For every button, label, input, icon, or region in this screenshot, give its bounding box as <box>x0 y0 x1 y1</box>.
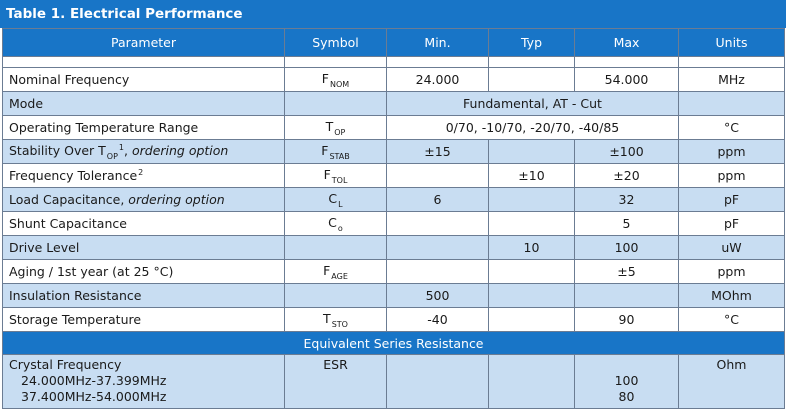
param-separator: , <box>124 142 132 158</box>
param-text: Frequency Tolerance <box>9 168 138 183</box>
row-frequency-tolerance <box>3 164 785 188</box>
symbol-text: C <box>328 190 338 206</box>
symbol-cell <box>285 212 387 236</box>
min-cell: 6 <box>387 188 489 212</box>
param-cell: Storage Temperature <box>3 308 285 332</box>
units-cell: ppm <box>679 164 785 188</box>
units-cell: MHz <box>679 68 785 92</box>
param-cell <box>3 355 285 409</box>
param-cell: Mode <box>3 92 285 116</box>
units-cell: Ohm <box>679 355 785 409</box>
symbol-cell <box>285 188 387 212</box>
symbol-subscript: L <box>338 199 343 209</box>
max-cell: 54.000 <box>575 68 679 92</box>
symbol-subscript: TOL <box>331 175 348 185</box>
typ-cell: ±10 <box>489 164 575 188</box>
param-cell <box>3 164 285 188</box>
header-row <box>3 29 785 57</box>
symbol-text: F <box>323 262 331 278</box>
param-cell: Aging / 1st year (at 25 °C) <box>3 260 285 284</box>
electrical-performance-table <box>2 28 785 409</box>
max-cell: ±100 <box>575 140 679 164</box>
row-crystal-frequency <box>3 355 785 409</box>
value-cell: 0/70, -10/70, -20/70, -40/85 <box>387 116 679 140</box>
param-cell <box>3 140 285 164</box>
units-cell: ppm <box>679 140 785 164</box>
typ-cell: 10 <box>489 236 575 260</box>
units-cell: uW <box>679 236 785 260</box>
units-cell: ppm <box>679 260 785 284</box>
param-cell: Nominal Frequency <box>3 68 285 92</box>
param-cell: Operating Temperature Range <box>3 116 285 140</box>
min-cell: -40 <box>387 308 489 332</box>
min-cell <box>387 236 489 260</box>
symbol-text: T <box>323 310 331 326</box>
row-insulation-resistance <box>3 284 785 308</box>
param-text: Stability Over T <box>9 142 106 158</box>
max-cell: 100 <box>575 236 679 260</box>
esr-max-1: 100 <box>614 373 639 388</box>
symbol-cell <box>285 260 387 284</box>
min-cell <box>387 164 489 188</box>
symbol-text: F <box>321 70 329 86</box>
typ-cell <box>489 284 575 308</box>
param-cell <box>3 188 285 212</box>
symbol-subscript: STO <box>331 319 348 329</box>
footnote-marker: 1 <box>118 142 125 152</box>
symbol-cell <box>285 284 387 308</box>
max-cell <box>575 355 679 409</box>
value-cell: Fundamental, AT - Cut <box>387 92 679 116</box>
esr-max-2: 80 <box>618 389 635 404</box>
max-cell: 32 <box>575 188 679 212</box>
param-cell: Drive Level <box>3 236 285 260</box>
esr-header: Equivalent Series Resistance <box>3 332 785 355</box>
param-text: Load Capacitance <box>9 192 121 207</box>
symbol-cell <box>285 308 387 332</box>
symbol-cell <box>285 116 387 140</box>
typ-cell <box>489 355 575 409</box>
typ-cell <box>489 212 575 236</box>
ordering-option-note: ordering option <box>131 142 229 158</box>
header-symbol: Symbol <box>285 29 387 57</box>
typ-cell <box>489 308 575 332</box>
min-cell: 24.000 <box>387 68 489 92</box>
symbol-cell <box>285 164 387 188</box>
footnote-marker: 2 <box>138 168 144 177</box>
frequency-range-1: 24.000MHz-37.399MHz <box>21 373 167 388</box>
symbol-cell <box>285 236 387 260</box>
symbol-subscript: AGE <box>331 271 348 281</box>
symbol-text: F <box>321 142 329 158</box>
header-max: Max <box>575 29 679 57</box>
min-cell <box>387 260 489 284</box>
units-cell: pF <box>679 188 785 212</box>
row-operating-temperature <box>3 116 785 140</box>
param-cell: Shunt Capacitance <box>3 212 285 236</box>
header-min: Min. <box>387 29 489 57</box>
row-shunt-capacitance <box>3 212 785 236</box>
header-parameter: Parameter <box>3 29 285 57</box>
row-storage-temperature <box>3 308 785 332</box>
param-subscript: OP <box>106 151 118 161</box>
max-cell: ±20 <box>575 164 679 188</box>
min-cell: ±15 <box>387 140 489 164</box>
param-cell: Insulation Resistance <box>3 284 285 308</box>
typ-cell <box>489 260 575 284</box>
symbol-cell <box>285 68 387 92</box>
symbol-cell <box>285 140 387 164</box>
ordering-option-note: ordering option <box>128 192 225 207</box>
max-cell: ±5 <box>575 260 679 284</box>
typ-cell <box>489 68 575 92</box>
min-cell <box>387 355 489 409</box>
symbol-subscript: OP <box>334 127 346 137</box>
symbol-text: T <box>325 118 334 134</box>
row-nominal-frequency <box>3 68 785 92</box>
param-separator: , <box>120 192 129 207</box>
units-cell: pF <box>679 212 785 236</box>
header-typ: Typ <box>489 29 575 57</box>
units-cell: MOhm <box>679 284 785 308</box>
symbol-cell: ESR <box>285 355 387 409</box>
frequency-range-2: 37.400MHz-54.000MHz <box>21 389 167 404</box>
min-cell <box>387 212 489 236</box>
symbol-text: F <box>323 166 331 182</box>
max-cell: 90 <box>575 308 679 332</box>
row-mode <box>3 92 785 116</box>
units-cell <box>679 92 785 116</box>
typ-cell <box>489 140 575 164</box>
spacer-row <box>3 57 785 68</box>
row-load-capacitance <box>3 188 785 212</box>
symbol-cell <box>285 92 387 116</box>
max-cell <box>575 284 679 308</box>
row-stability <box>3 140 785 164</box>
crystal-frequency-label: Crystal Frequency <box>9 357 122 372</box>
symbol-subscript: NOM <box>330 79 350 89</box>
table-title: Table 1. Electrical Performance <box>0 0 786 28</box>
header-units: Units <box>679 29 785 57</box>
symbol-subscript: STAB <box>329 151 350 161</box>
row-aging <box>3 260 785 284</box>
row-drive-level <box>3 236 785 260</box>
esr-header-row <box>3 332 785 355</box>
units-cell: °C <box>679 116 785 140</box>
min-cell: 500 <box>387 284 489 308</box>
max-cell: 5 <box>575 212 679 236</box>
symbol-text: C <box>328 214 337 230</box>
typ-cell <box>489 188 575 212</box>
symbol-subscript: o <box>337 223 343 233</box>
units-cell: °C <box>679 308 785 332</box>
